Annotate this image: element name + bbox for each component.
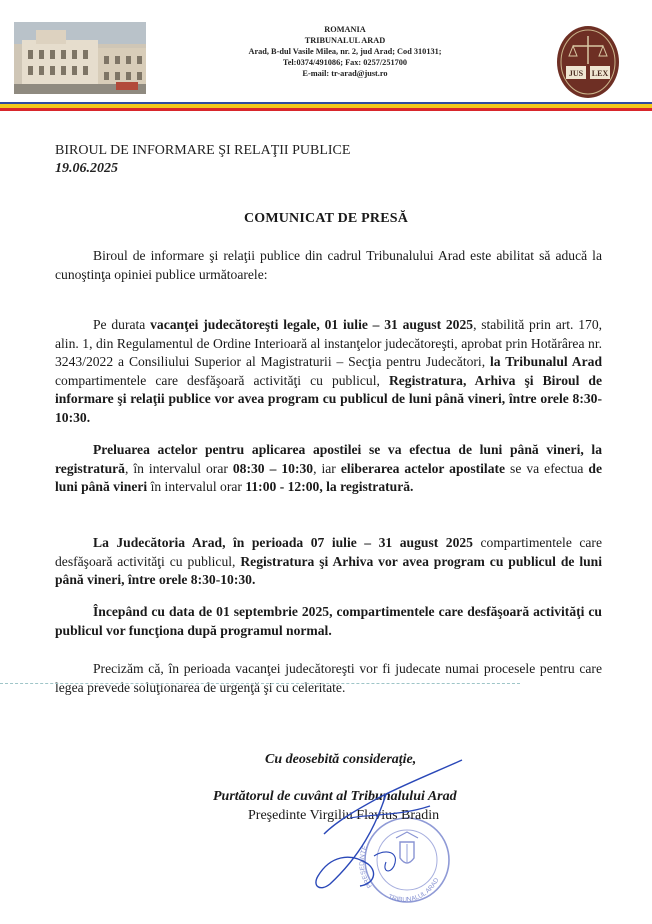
urgent-cases-paragraph — [55, 660, 602, 697]
p3-text-e: eliberarea actelor apostilate — [340, 460, 506, 476]
header-phone-fax: Tel:0374/491086; Fax: 0257/251700 — [282, 58, 408, 67]
p4-text-b: compartimentele care desfăşoară activităţi cu publicul, — [55, 535, 602, 569]
document-date: 19.06.2025 — [55, 161, 118, 176]
header-institution: TRIBUNALUL ARAD — [304, 36, 386, 45]
header-email: E-mail: tr-arad@just.ro — [302, 69, 388, 78]
header-country: ROMANIA — [324, 25, 366, 34]
courthouse-photo — [14, 22, 146, 94]
p3-text-g: de luni până vineri — [55, 460, 603, 495]
tricolor-stripe-red — [0, 108, 652, 111]
handwritten-signature — [290, 756, 480, 896]
apostille-paragraph — [55, 441, 602, 497]
p2-text-a: Pe durata — [93, 317, 151, 332]
p3-text-i: 11:00 - 12:00, la registratură. — [245, 479, 414, 495]
p2-text-b: vacanţei judecătoreşti legale, 01 iulie – 31 august 2025 — [150, 317, 474, 332]
jus-lex-seal — [555, 24, 621, 100]
p3-text-f: se va efectua — [505, 460, 589, 476]
p3-text-a: Preluarea actelor pentru aplicarea apostilei se va efectua de luni până vineri, la registratură — [55, 442, 602, 476]
stamp-text-left: PREŞEDINTE — [358, 844, 374, 889]
court-header — [200, 24, 490, 79]
p6-text: Precizăm că, în perioada vacanţei judecătoreşti vor fi judecate numai procesele pentru care legea prevede soluţionarea de urgenţă şi cu celeritate. — [55, 661, 602, 695]
signatory-name: Preşedinte Virgiliu Flavius Bradin — [248, 808, 440, 823]
document-heading: COMUNICAT DE PRESĂ — [243, 211, 409, 226]
header-address: Arad, B-dul Vasile Milea, nr. 2, jud Arad; Cod 310131; — [248, 47, 442, 56]
p5-text: Începând cu data de 01 septembrie 2025, compartimentele care desfăşoară activităţi cu publicul vor funcţiona după programul normal. — [55, 604, 602, 638]
vacation-paragraph — [55, 316, 602, 428]
p2-text-e: compartimentele care desfăşoară activităţi cu publicul, — [55, 372, 389, 388]
office-name: BIROUL DE INFORMARE ŞI RELAŢII PUBLICE — [55, 143, 351, 158]
dashed-divider — [0, 683, 520, 685]
p3-text-h: în intervalul orar — [147, 479, 246, 495]
p4-text-c: Registratura şi Arhiva vor avea program cu publicul de luni până vineri, între orele 8:30-10:30. — [55, 553, 602, 588]
p2-text-d: la Tribunalul Arad — [490, 354, 602, 370]
p2-text-c: , stabilită prin art. 170, alin. 1, din Regulamentul de Ordine Interioară al instanţelor judecătoreşti, aprobat prin Hotărârea nr. 3243/2022 a Consiliului Superior al Magistraturii – Secţia pentru Judecători, — [55, 317, 603, 370]
seal-lex-text: LEX — [591, 69, 609, 78]
p4-text-a: La Judecătoria Arad, în perioada 07 iulie – 31 august 2025 — [93, 535, 473, 550]
signature-title: Purtătorul de cuvânt al Tribunalului Arad — [213, 789, 457, 804]
p3-text-b: , în intervalul orar — [124, 460, 233, 476]
p3-text-d: , iar — [313, 460, 341, 476]
intro-paragraph — [55, 247, 602, 284]
p2-text-f: Registratura, Arhiva şi Biroul de informare şi relaţii publice vor avea program cu publicul de luni până vineri, între orele 8:30-10:30. — [55, 372, 602, 425]
september-paragraph — [55, 603, 602, 640]
p3-text-c: 08:30 – 10:30 — [232, 460, 314, 476]
closing-phrase: Cu deosebită consideraţie, — [265, 752, 417, 767]
stamp-text-right: TRIBUNALUL ARAD — [387, 877, 441, 904]
judecatoria-paragraph — [55, 534, 602, 590]
seal-jus-text: JUS — [568, 69, 584, 78]
intro-text: Biroul de informare şi relaţii publice din cadrul Tribunalului Arad este abilitat să aducă la cunoştinţa opiniei publice următoarele: — [55, 248, 602, 282]
